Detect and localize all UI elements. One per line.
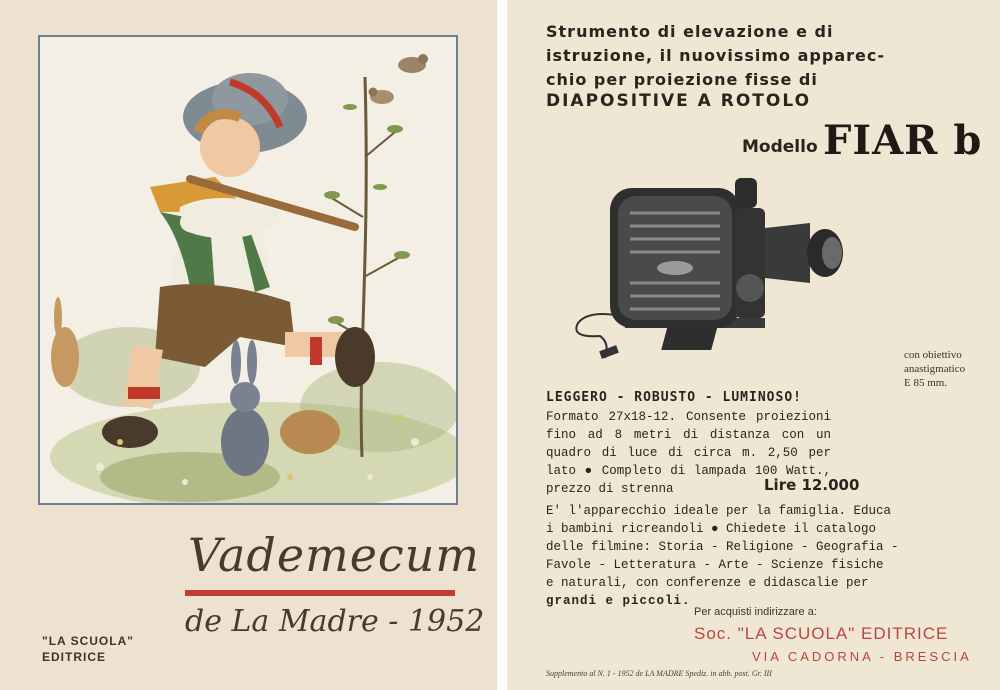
cover-title: Vademecum	[188, 528, 480, 582]
cover-subtitle: de La Madre - 1952	[185, 604, 485, 639]
cover-illustration-frame	[38, 35, 458, 505]
description-line: i bambini ricreandoli ● Chiedete il catalogo	[546, 522, 877, 536]
flute-boy-illustration	[40, 37, 456, 503]
lens-note	[904, 348, 965, 390]
company-address: VIA CADORNA - BRESCIA	[752, 649, 972, 664]
description-bold-line: grandi e piccoli.	[546, 594, 691, 608]
projector-illustration	[570, 168, 850, 368]
cover-page	[0, 0, 497, 690]
intro-line: chio per proiezione fisse di	[546, 70, 818, 89]
publisher-imprint	[42, 633, 134, 665]
description-line: E' l'apparecchio ideale per la famiglia. Educa	[546, 504, 892, 518]
description-line: Favole - Letteratura - Arte - Scienze fisiche	[546, 558, 884, 572]
lens-note-line: con obiettivo	[904, 349, 962, 361]
description-line: e naturali, con conferenze e didascalie per	[546, 576, 869, 590]
lens-note-line: anastigmatico	[904, 363, 966, 375]
description-line: delle filmine: Storia - Religione - Geografia -	[546, 540, 899, 554]
lens-note-line: E 85 mm.	[904, 377, 948, 389]
model-name: FIAR b	[823, 117, 983, 164]
postal-footnote: Supplemento al N. 1 - 1952 de LA MADRE Spediz. in abb. post. Gr. III	[546, 669, 772, 678]
advert-intro	[546, 20, 885, 92]
order-instruction: Per acquisti indirizzare a:	[694, 606, 817, 618]
publisher-type: EDITRICE	[42, 650, 107, 664]
model-label: Modello	[742, 137, 818, 157]
product-type: DIAPOSITIVE A ROTOLO	[546, 91, 812, 111]
product-price: Lire 12.000	[764, 476, 860, 494]
intro-line: istruzione, il nuovissimo apparec-	[546, 46, 885, 65]
intro-line: Strumento di elevazione e di	[546, 22, 834, 41]
page-gutter	[497, 0, 507, 690]
product-specs: Formato 27x18-12. Consente proiezioni fino ad 8 metri di distanza con un quadro di luce di circa m. 2,50 per lato ● Completo di lampada 100 Watt., prezzo di strenna	[546, 410, 831, 496]
company-name: Soc. "LA SCUOLA" EDITRICE	[694, 624, 949, 643]
title-underline	[185, 590, 455, 596]
product-description	[546, 502, 899, 610]
feature-list: LEGGERO - ROBUSTO - LUMINOSO!	[546, 390, 802, 405]
publisher-name: "LA SCUOLA"	[42, 634, 134, 648]
